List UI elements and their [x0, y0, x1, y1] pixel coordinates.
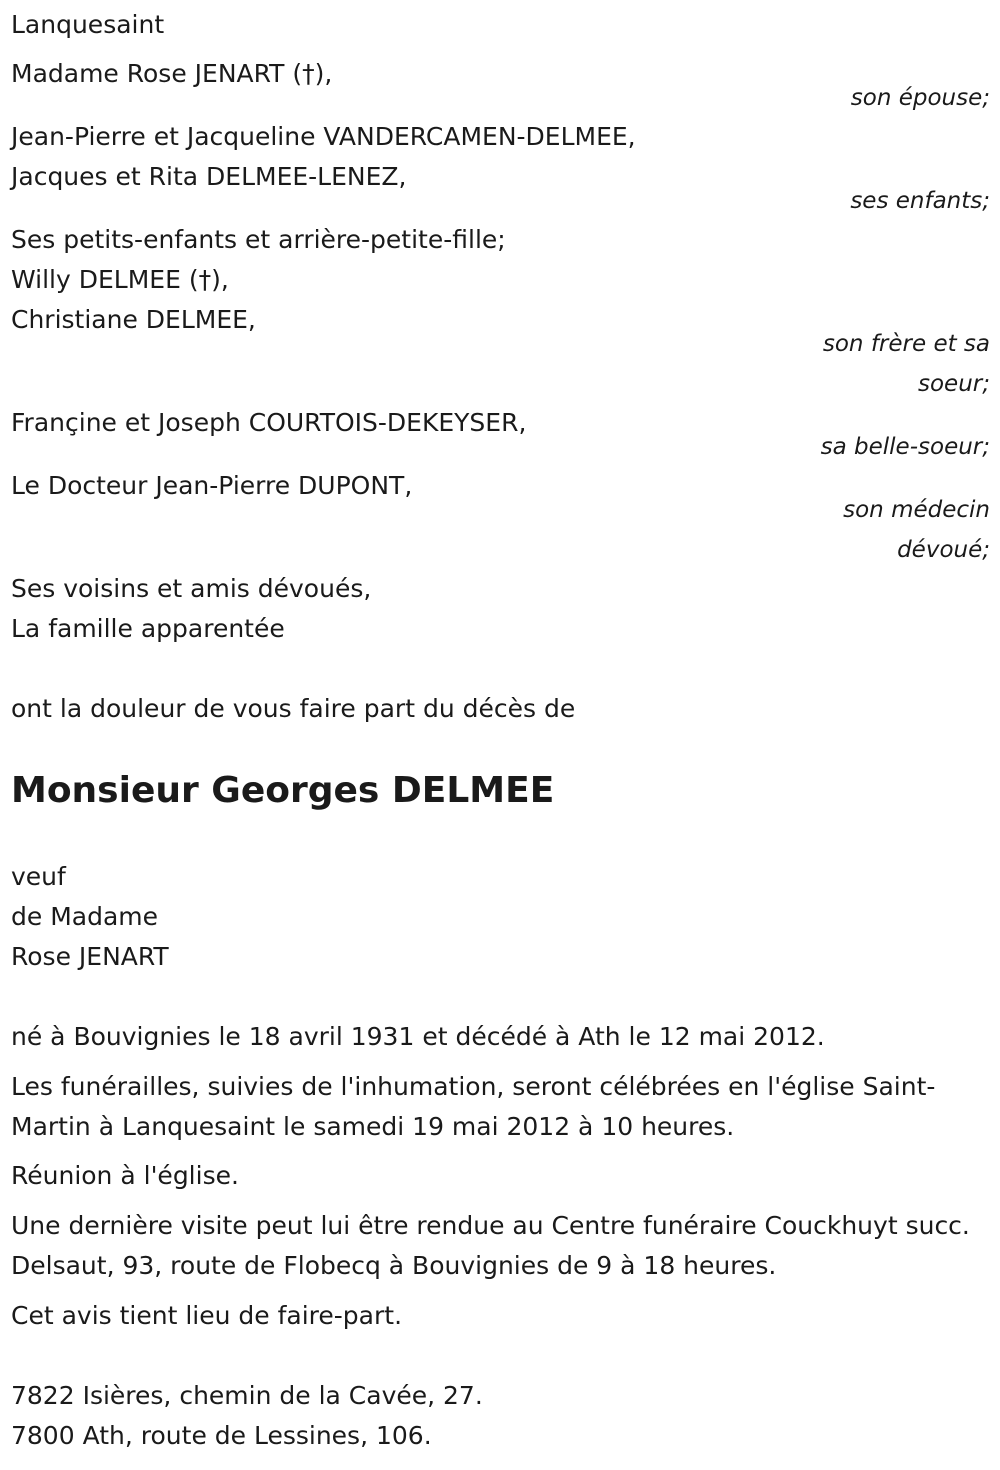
place-name: Lanquesaint [11, 10, 165, 39]
meeting-text: Réunion à l'église. [11, 1161, 239, 1190]
family-member-line: Ses voisins et amis dévoués, [11, 574, 372, 603]
family-role: dévoué; [897, 537, 990, 563]
family-member-line: Jean-Pierre et Jacqueline VANDERCAMEN-DELMEE, [11, 122, 636, 151]
family-member-line: Madame Rose JENART (†), [11, 59, 333, 88]
family-role: son frère et sa [822, 331, 990, 357]
address-line: 7822 Isières, chemin de la Cavée, 27. [11, 1381, 483, 1410]
widower-line: de Madame [11, 902, 159, 931]
family-role: ses enfants; [850, 188, 990, 214]
deceased-name: Monsieur Georges DELMEE [11, 770, 555, 811]
announcement-text: ont la douleur de vous faire part du décès de [11, 694, 576, 723]
widower-line: veuf [11, 862, 66, 891]
family-member-line: La famille apparentée [11, 614, 285, 643]
family-role: soeur; [918, 371, 990, 397]
funeral-text: Les funérailles, suivies de l'inhumation, seront célébrées en l'église Saint-Martin à Lanquesaint le samedi 19 mai 2012 à 10 heures. [11, 1072, 936, 1141]
family-member-line: Jacques et Rita DELMEE-LENEZ, [11, 162, 407, 191]
widower-line: Rose JENART [11, 942, 169, 971]
family-role: sa belle-soeur; [820, 434, 990, 460]
family-member-line: Ses petits-enfants et arrière-petite-fille; [11, 225, 506, 254]
notice-text: Cet avis tient lieu de faire-part. [11, 1301, 403, 1330]
family-member-line: Christiane DELMEE, [11, 305, 256, 334]
family-member-line: Françine et Joseph COURTOIS-DEKEYSER, [11, 408, 527, 437]
visit-text: Une dernière visite peut lui être rendue au Centre funéraire Couckhuyt succ. Delsaut, 93, route de Flobecq à Bouvignies de 9 à 18 heures. [11, 1211, 970, 1280]
address-line: 7800 Ath, route de Lessines, 106. [11, 1421, 432, 1450]
birth-death-text: né à Bouvignies le 18 avril 1931 et décédé à Ath le 12 mai 2012. [11, 1022, 825, 1051]
family-role: son médecin [843, 497, 990, 523]
family-member-line: Willy DELMEE (†), [11, 265, 229, 294]
family-role: son épouse; [850, 85, 990, 111]
family-member-line: Le Docteur Jean-Pierre DUPONT, [11, 471, 413, 500]
